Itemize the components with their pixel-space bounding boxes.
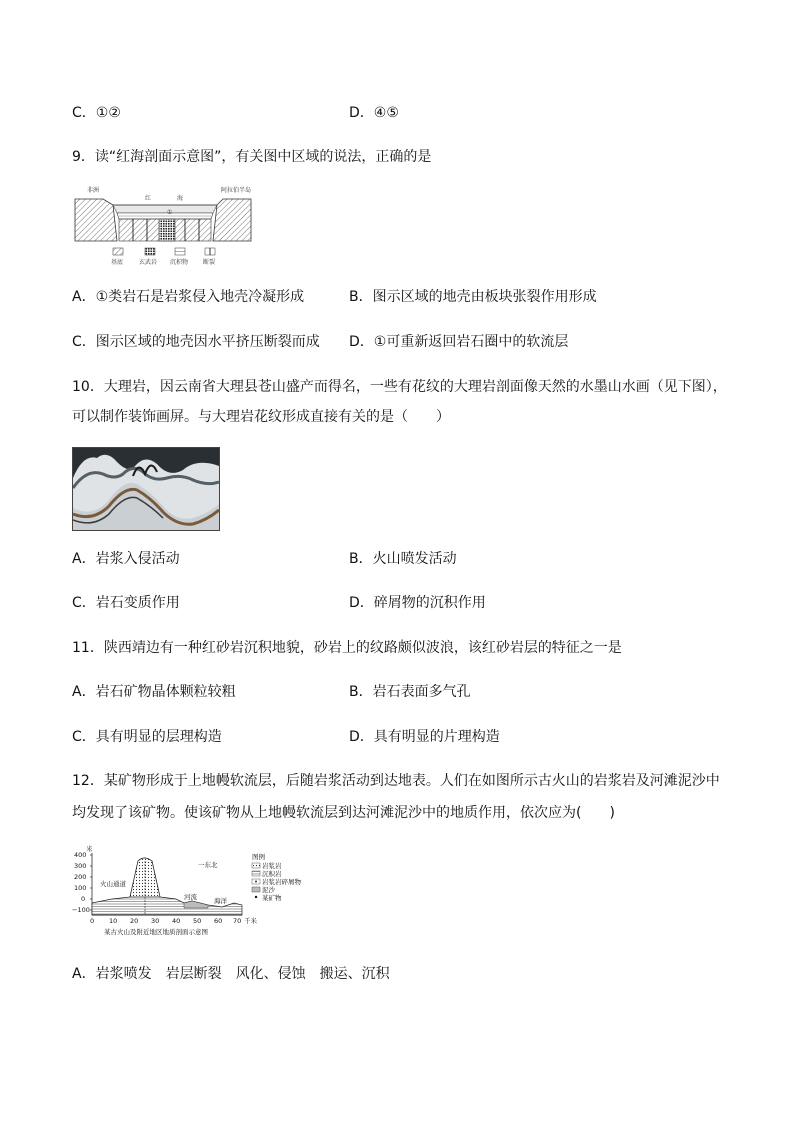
- legend-magmatic: 岩浆岩: [262, 862, 282, 870]
- y-tick-0: 0: [81, 895, 86, 903]
- legend-sediment: 沉积物: [170, 259, 189, 266]
- q11-option-d: D．具有明显的片理构造: [349, 729, 500, 745]
- ancient-volcano-profile-figure: [72, 843, 304, 939]
- river-label: 河流: [184, 893, 197, 901]
- y-tick-300: 300: [74, 862, 87, 870]
- crater-label: 火山通道: [100, 880, 126, 888]
- q9-option-c: C．图示区域的地壳因水平挤压断裂而成: [72, 334, 320, 350]
- q9-stem: 9．读“红海剖面示意图”，有关图中区域的说法，正确的是: [72, 149, 432, 165]
- q10-option-d: D．碎屑物的沉积作用: [349, 595, 486, 611]
- q8-option-c: C．①②: [72, 105, 121, 121]
- legend-sand: 泥沙: [262, 886, 275, 894]
- q10-stem-line1: 10．大理岩，因云南省大理县苍山盛产而得名，一些有花纹的大理岩剖面像天然的水墨山水画（见下图），: [72, 379, 727, 395]
- q10-option-c: C．岩石变质作用: [72, 595, 180, 611]
- north-label: 一东北: [198, 861, 218, 869]
- legend-sedimentary: 沉积岩: [262, 870, 282, 878]
- legend-basalt: 玄武岩: [139, 259, 158, 266]
- sea-label-1: 红: [145, 195, 152, 202]
- y-tick-neg100: −100: [72, 906, 90, 914]
- x-tick-70: 70: [233, 917, 242, 925]
- y-axis-unit: 米: [86, 845, 93, 853]
- q12-option-a: A．岩浆喷发 岩层断裂 风化、侵蚀 搬运、沉积: [72, 966, 390, 982]
- sea-label: 海洋: [214, 897, 227, 905]
- sea-label-2: 海: [177, 195, 184, 202]
- q8-option-d: D．④⑤: [349, 105, 399, 121]
- y-tick-100: 100: [74, 884, 87, 892]
- q10-option-a: A．岩浆入侵活动: [72, 551, 180, 567]
- arabia-label: 阿拉伯半岛: [221, 187, 252, 194]
- q10-stem-line2: 可以制作装饰画屏。与大理岩花纹形成直接有关的是（ ）: [72, 409, 450, 425]
- y-tick-200: 200: [74, 873, 87, 881]
- marble-photo: [72, 447, 220, 531]
- x-tick-30: 30: [151, 917, 160, 925]
- x-axis-unit: 千米: [244, 917, 257, 925]
- circle-one-label: ①: [167, 209, 173, 216]
- q10-option-b: B．火山喷发活动: [349, 551, 457, 567]
- x-tick-50: 50: [193, 917, 202, 925]
- q9-option-d: D．①可重新返回岩石圈中的软流层: [349, 334, 569, 350]
- q11-option-c: C．具有明显的层理构造: [72, 729, 222, 745]
- q9-option-a: A．①类岩石是岩浆侵入地壳冷凝形成: [72, 289, 305, 305]
- x-tick-60: 60: [214, 917, 223, 925]
- africa-label: 非洲: [87, 187, 100, 194]
- x-tick-0: 0: [90, 917, 95, 925]
- x-tick-20: 20: [130, 917, 139, 925]
- y-tick-400: 400: [74, 851, 87, 859]
- q11-option-a: A．岩石矿物晶体颗粒较粗: [72, 684, 236, 700]
- legend-title: 图例: [252, 853, 265, 861]
- red-sea-profile-figure: [73, 183, 253, 267]
- q9-option-b: B．图示区域的地壳由板块张裂作用形成: [349, 289, 597, 305]
- x-tick-10: 10: [109, 917, 118, 925]
- legend-fault: 断裂: [203, 259, 216, 266]
- q11-option-b: B．岩石表面多气孔: [349, 684, 471, 700]
- legend-mineral: 某矿物: [262, 894, 282, 902]
- figure-caption: 某古火山及附近地区地质剖面示意图: [104, 928, 208, 936]
- legend-basement: 基底: [111, 259, 124, 266]
- q11-stem: 11．陕西靖边有一种红砂岩沉积地貌，砂岩上的纹路颇似波浪，该红砂岩层的特征之一是: [72, 640, 622, 656]
- legend-clastic: 岩浆岩碎屑物: [262, 878, 301, 886]
- x-tick-40: 40: [172, 917, 181, 925]
- q12-stem-line1: 12．某矿物形成于上地幔软流层，后随岩浆活动到达地表。人们在如图所示古火山的岩浆岩及河滩泥沙中: [72, 773, 720, 789]
- q12-stem-line2: 均发现了该矿物。使该矿物从上地幔软流层到达河滩泥沙中的地质作用，依次应为( ): [72, 805, 615, 821]
